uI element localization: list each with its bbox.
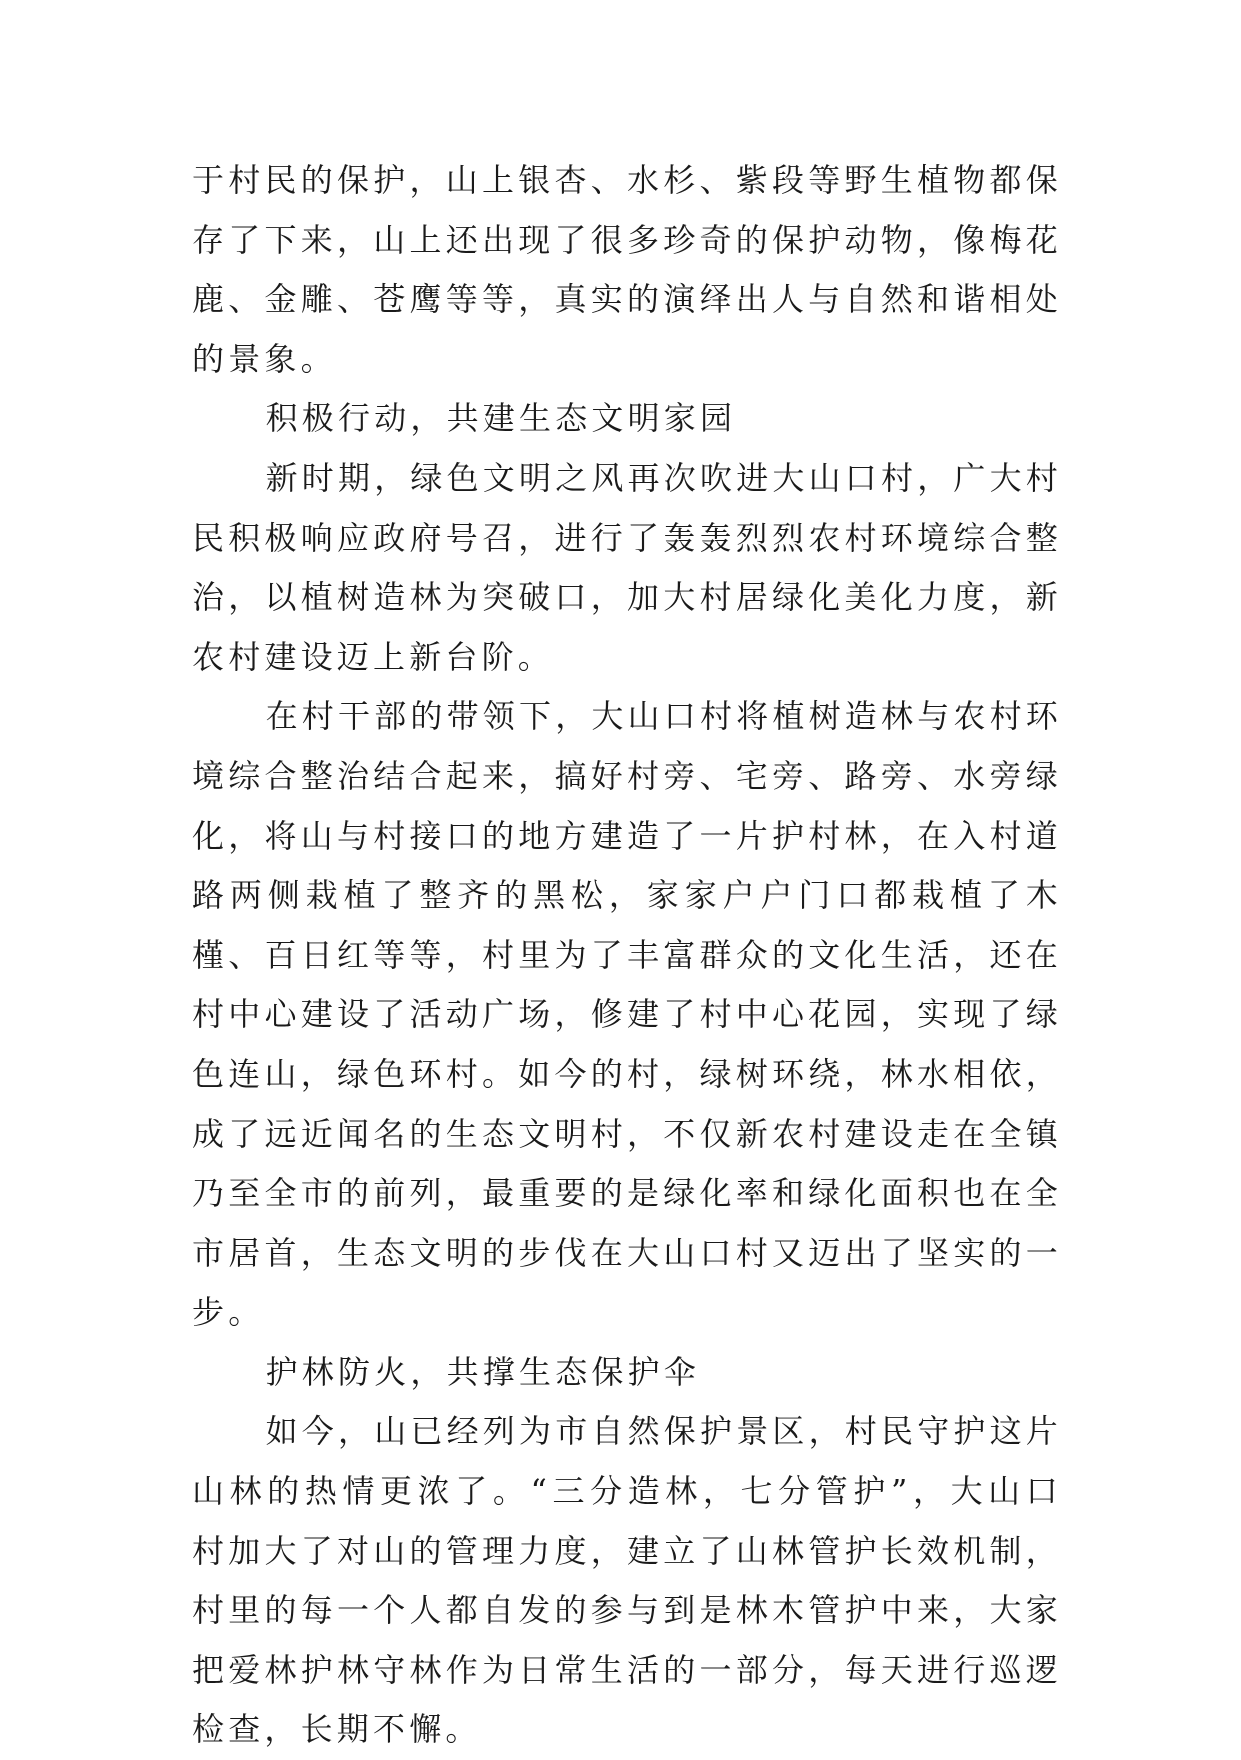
paragraph-new-era: 新时期，绿色文明之风再次吹进大山口村，广大村民积极响应政府号召，进行了轰轰烈烈农村环境综合整治，以植树造林为突破口，加大村居绿化美化力度，新农村建设迈上新台阶。 (192, 458, 1062, 676)
body-text (192, 151, 1062, 1760)
section-heading-fire-protection: 护林防火，共撑生态保护伞 (265, 1352, 700, 1391)
paragraph-forest-care: 如今，山已经列为市自然保护景区，村民守护这片山林的热情更浓了。“三分造林，七分管护”，大山口村加大了对山的管理力度，建立了山林管护长效机制，村里的每一个人都自发的参与到是林木管护中来，大家把爱林护林守林作为日常生活的一部分，每天进行巡逻检查，长期不懈。 (192, 1412, 1062, 1749)
paragraph-village-greening: 在村干部的带领下，大山口村将植树造林与农村环境综合整治结合起来，搞好村旁、宅旁、路旁、水旁绿化，将山与村接口的地方建造了一片护村林，在入村道路两侧栽植了整齐的黑松，家家户户门口都栽植了木槿、百日红等等，村里为了丰富群众的文化生活，还在村中心建设了活动广场，修建了村中心花园，实现了绿色连山，绿色环村。如今的村，绿树环绕，林水相依，成了远近闻名的生态文明村，不仅新农村建设走在全镇乃至全市的前列，最重要的是绿化率和绿化面积也在全市居首，生态文明的步伐在大山口村又迈出了坚实的一步。 (192, 697, 1062, 1332)
section-heading-action: 积极行动，共建生态文明家园 (265, 399, 737, 438)
paragraph-continuation: 于村民的保护，山上银杏、水杉、紫段等野生植物都保存了下来，山上还出现了很多珍奇的保护动物，像梅花鹿、金雕、苍鹰等等，真实的演绎出人与自然和谐相处的景象。 (192, 161, 1062, 378)
